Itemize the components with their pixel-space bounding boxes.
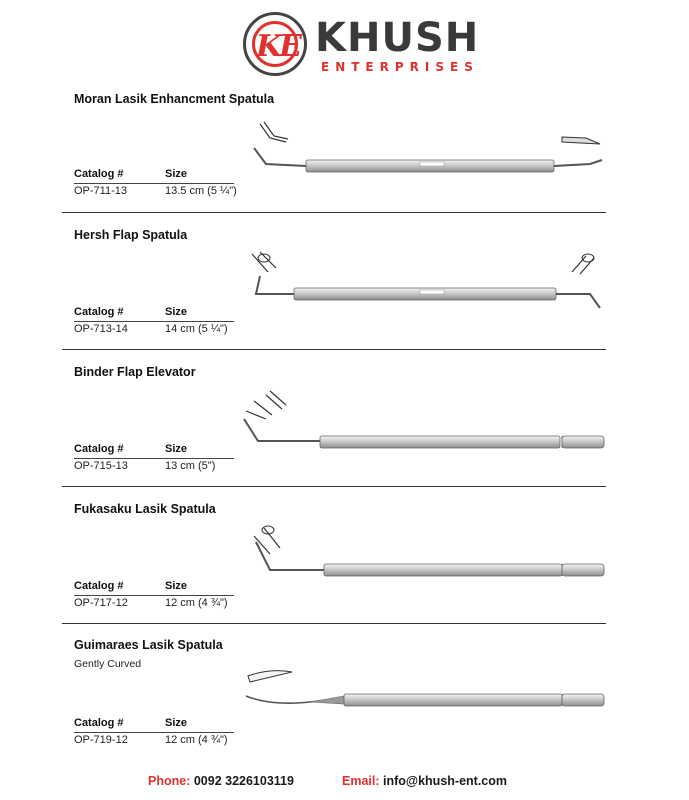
header-underline xyxy=(74,458,234,459)
instrument-drawing xyxy=(240,92,610,192)
handle-end xyxy=(562,694,604,706)
email-address: info@khush-ent.com xyxy=(383,774,507,788)
section-divider xyxy=(62,623,606,624)
handle xyxy=(344,694,562,706)
handle xyxy=(320,436,560,448)
catalog-header: Catalog # xyxy=(74,168,124,180)
shaft-left xyxy=(256,276,294,294)
size-value: 14 cm (5 ¼") xyxy=(165,323,228,335)
catalog-number: OP-713-14 xyxy=(74,323,128,335)
header-underline xyxy=(74,595,234,596)
handle-end xyxy=(562,564,604,576)
size-header: Size xyxy=(165,168,188,180)
product-section xyxy=(0,228,689,365)
phone-number: 0092 3226103119 xyxy=(193,774,294,788)
product-title: Binder Flap Elevator xyxy=(74,365,196,379)
size-value: 12 cm (4 ¾") xyxy=(165,597,228,609)
shaft-left xyxy=(254,148,306,166)
size-header: Size xyxy=(165,443,188,455)
tip-detail-left xyxy=(246,401,272,419)
instrument-drawing xyxy=(240,502,610,602)
instrument-drawing xyxy=(240,365,610,465)
section-divider xyxy=(62,486,606,487)
handle-end xyxy=(562,436,604,448)
product-note: Gently Curved xyxy=(74,658,142,670)
catalog-number: OP-711-13 xyxy=(74,185,127,197)
phone-contact xyxy=(148,774,294,788)
logo-monogram: KE xyxy=(256,29,299,64)
header-underline xyxy=(74,732,234,733)
catalog-number: OP-715-13 xyxy=(74,460,128,472)
shaft-right xyxy=(554,160,602,166)
size-header: Size xyxy=(165,306,188,318)
section-divider xyxy=(62,212,606,213)
product-title: Guimaraes Lasik Spatula xyxy=(74,638,223,652)
email-label: Email: xyxy=(342,774,380,788)
product-section xyxy=(0,365,689,502)
brand-name: KHUSH xyxy=(315,15,480,61)
instrument-drawing xyxy=(240,228,610,328)
tip-detail-right xyxy=(572,256,594,274)
catalog-number: OP-717-12 xyxy=(74,597,128,609)
product-title: Hersh Flap Spatula xyxy=(74,228,188,242)
product-section xyxy=(0,92,689,229)
header-underline xyxy=(74,183,234,184)
email-contact xyxy=(342,774,507,788)
tip-detail-right xyxy=(562,137,600,144)
size-header: Size xyxy=(165,580,188,592)
shaft xyxy=(256,542,324,570)
product-section xyxy=(0,502,689,639)
catalog-header: Catalog # xyxy=(74,580,124,592)
size-value: 13.5 cm (5 ¼") xyxy=(165,185,237,197)
product-title: Fukasaku Lasik Spatula xyxy=(74,502,216,516)
size-value: 12 cm (4 ¾") xyxy=(165,734,228,746)
tip-detail-left xyxy=(260,124,286,142)
phone-label: Phone: xyxy=(148,774,191,788)
instrument-drawing xyxy=(240,638,610,738)
shaft xyxy=(244,419,320,441)
tip-detail xyxy=(248,671,292,682)
product-section xyxy=(0,638,689,775)
size-header: Size xyxy=(165,717,188,729)
product-title: Moran Lasik Enhancment Spatula xyxy=(74,92,275,106)
tip-detail xyxy=(254,528,280,554)
header-underline xyxy=(74,321,234,322)
catalog-header: Catalog # xyxy=(74,306,124,318)
brand-subtitle: ENTERPRISES xyxy=(321,60,479,74)
handle xyxy=(324,564,562,576)
catalog-header: Catalog # xyxy=(74,443,124,455)
size-value: 13 cm (5") xyxy=(165,460,216,472)
section-divider xyxy=(62,349,606,350)
catalog-number: OP-719-12 xyxy=(74,734,128,746)
catalog-header: Catalog # xyxy=(74,717,124,729)
brand-logo xyxy=(243,12,480,78)
logo-emblem xyxy=(243,12,307,76)
shaft-right xyxy=(556,294,600,308)
